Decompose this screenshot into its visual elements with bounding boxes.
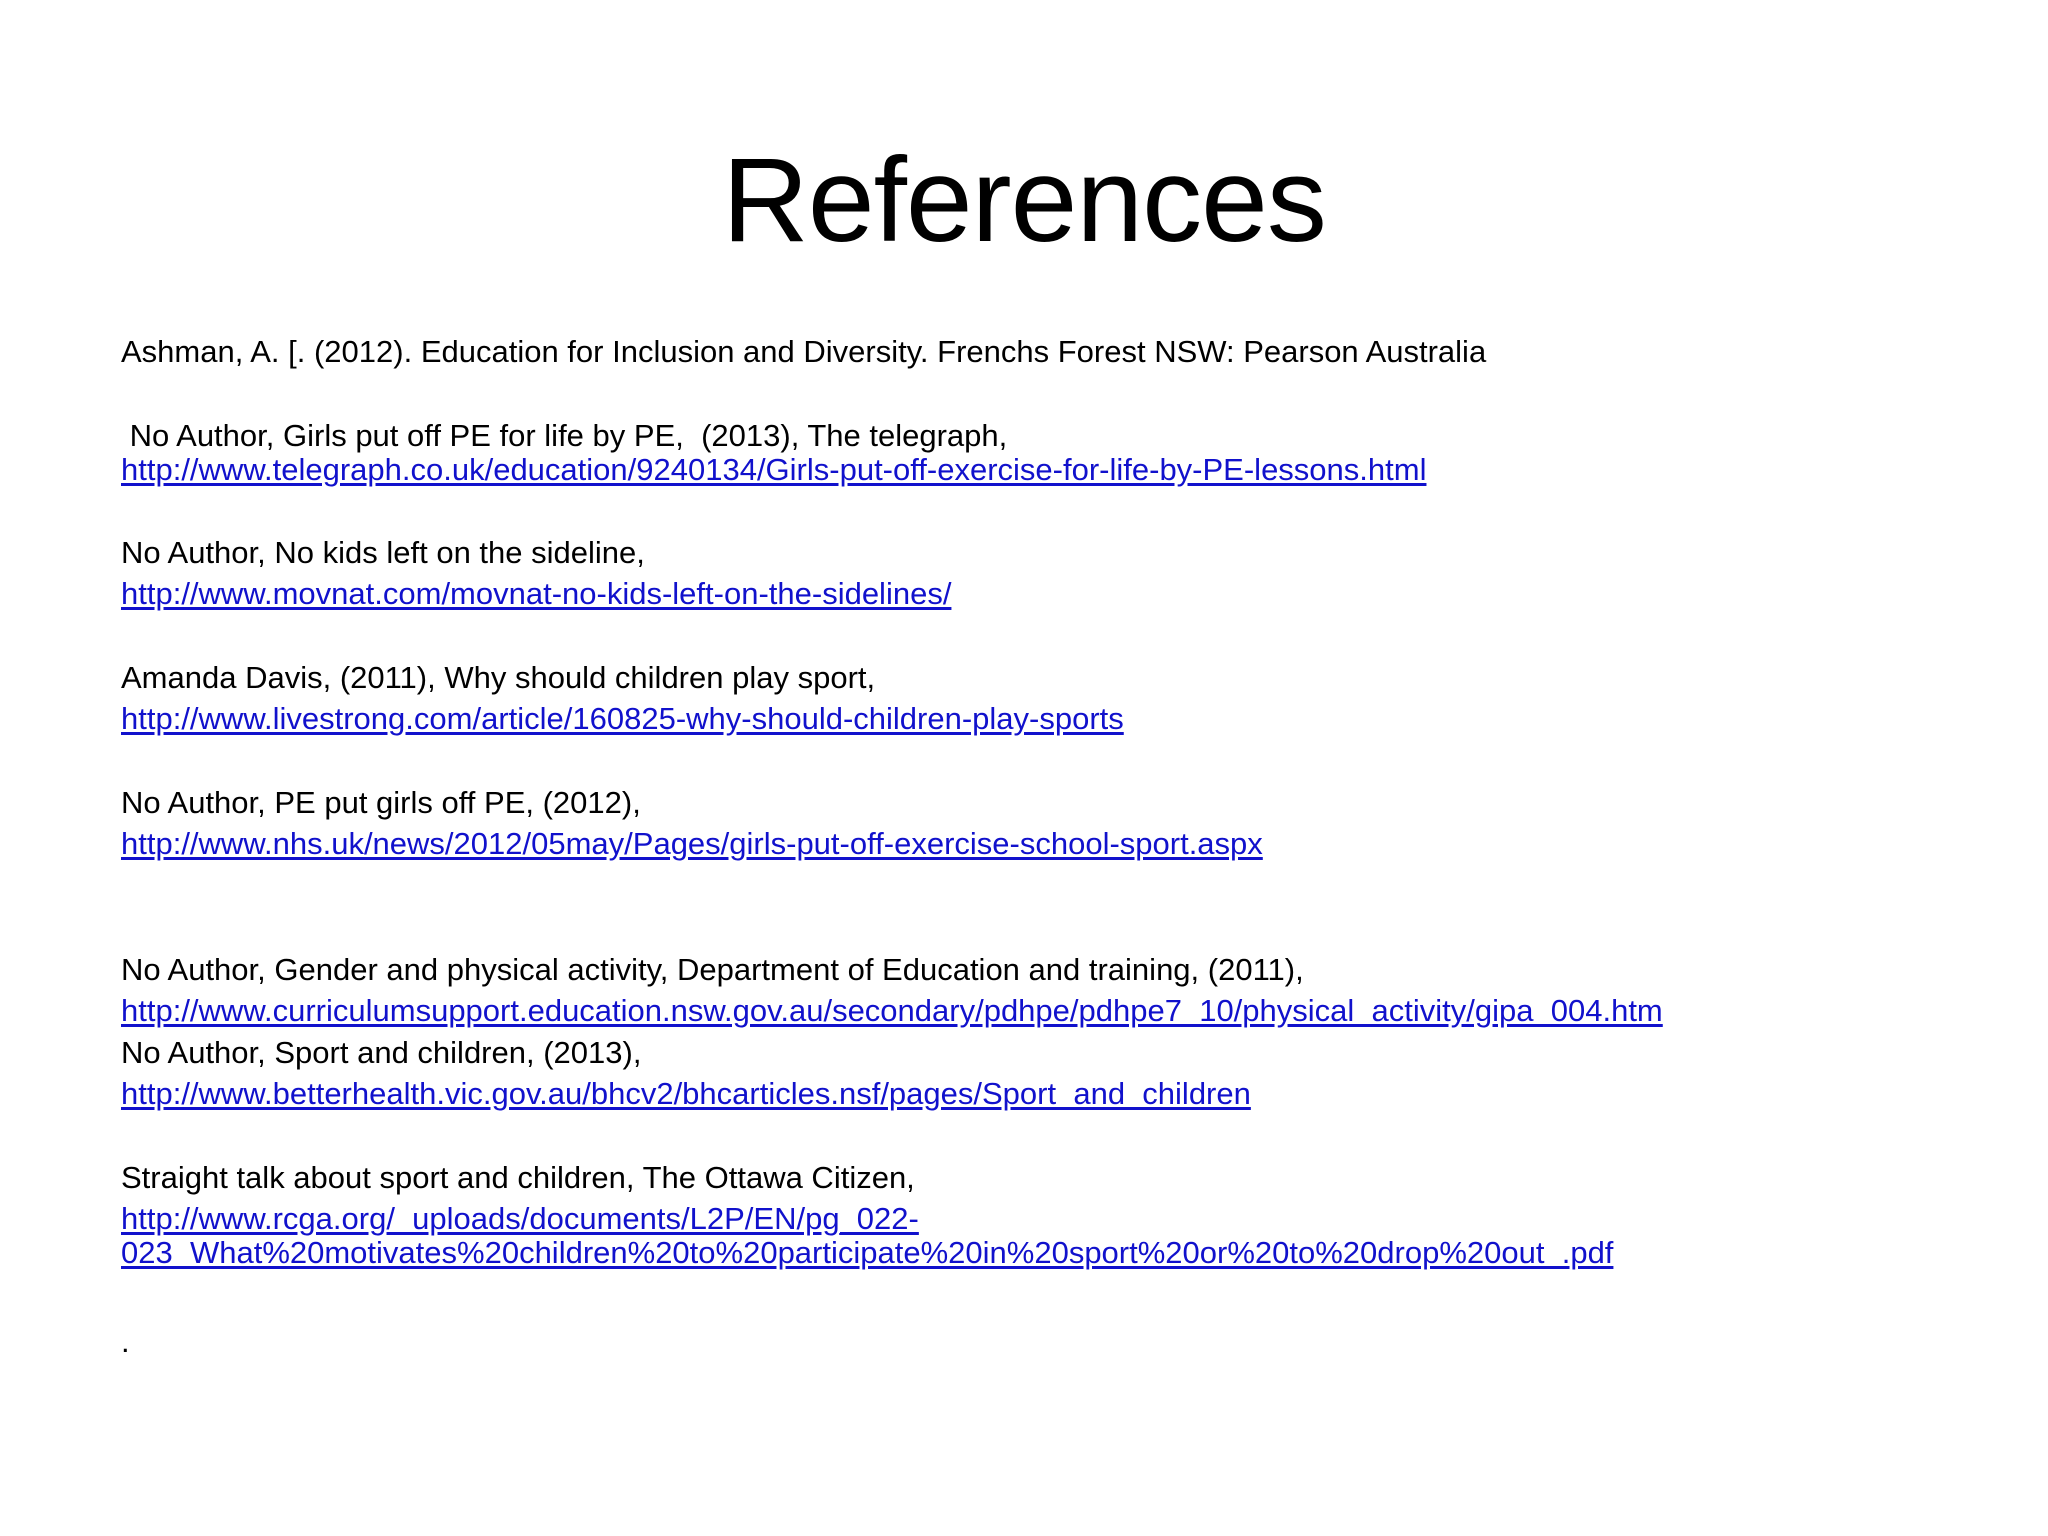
reference-citation: Straight talk about sport and children, The Ottawa Citizen, [121,1160,915,1195]
slide-title: References [722,133,1326,267]
reference-link-part-2[interactable]: 023_What%20motivates%20children%20to%20participate%20in%20sport%20or%20to%20drop%20out_.pdf [121,1235,1614,1270]
reference-link[interactable]: http://www.curriculumsupport.education.nsw.gov.au/secondary/pdhpe/pdhpe7_10/physical_activity/gipa_004.htm [121,993,1663,1028]
reference-citation: No Author, PE put girls off PE, (2012), [121,785,641,820]
reference-citation: No Author, Gender and physical activity, Department of Education and training, (2011), [121,952,1304,987]
reference-citation: No Author, Sport and children, (2013), [121,1035,642,1070]
reference-link[interactable]: http://www.nhs.uk/news/2012/05may/Pages/girls-put-off-exercise-school-sport.aspx [121,826,1263,861]
reference-link[interactable]: http://www.betterhealth.vic.gov.au/bhcv2/bhcarticles.nsf/pages/Sport_and_children [121,1076,1251,1111]
trailing-period: . [121,1324,130,1359]
reference-link-part-1[interactable]: http://www.rcga.org/_uploads/documents/L2P/EN/pg_022- [121,1201,919,1236]
reference-link[interactable]: http://www.telegraph.co.uk/education/9240134/Girls-put-off-exercise-for-life-by-PE-lessons.html [121,452,1427,487]
reference-link[interactable]: http://www.livestrong.com/article/160825-why-should-children-play-sports [121,701,1124,736]
reference-citation: No Author, No kids left on the sideline, [121,535,645,570]
reference-citation: No Author, Girls put off PE for life by PE, (2013), The telegraph, [121,418,1008,453]
reference-citation: Amanda Davis, (2011), Why should children play sport, [121,660,876,695]
reference-link[interactable]: http://www.movnat.com/movnat-no-kids-left-on-the-sidelines/ [121,576,952,611]
reference-citation: Ashman, A. [. (2012). Education for Inclusion and Diversity. Frenchs Forest NSW: Pearson Australia [121,334,1487,369]
